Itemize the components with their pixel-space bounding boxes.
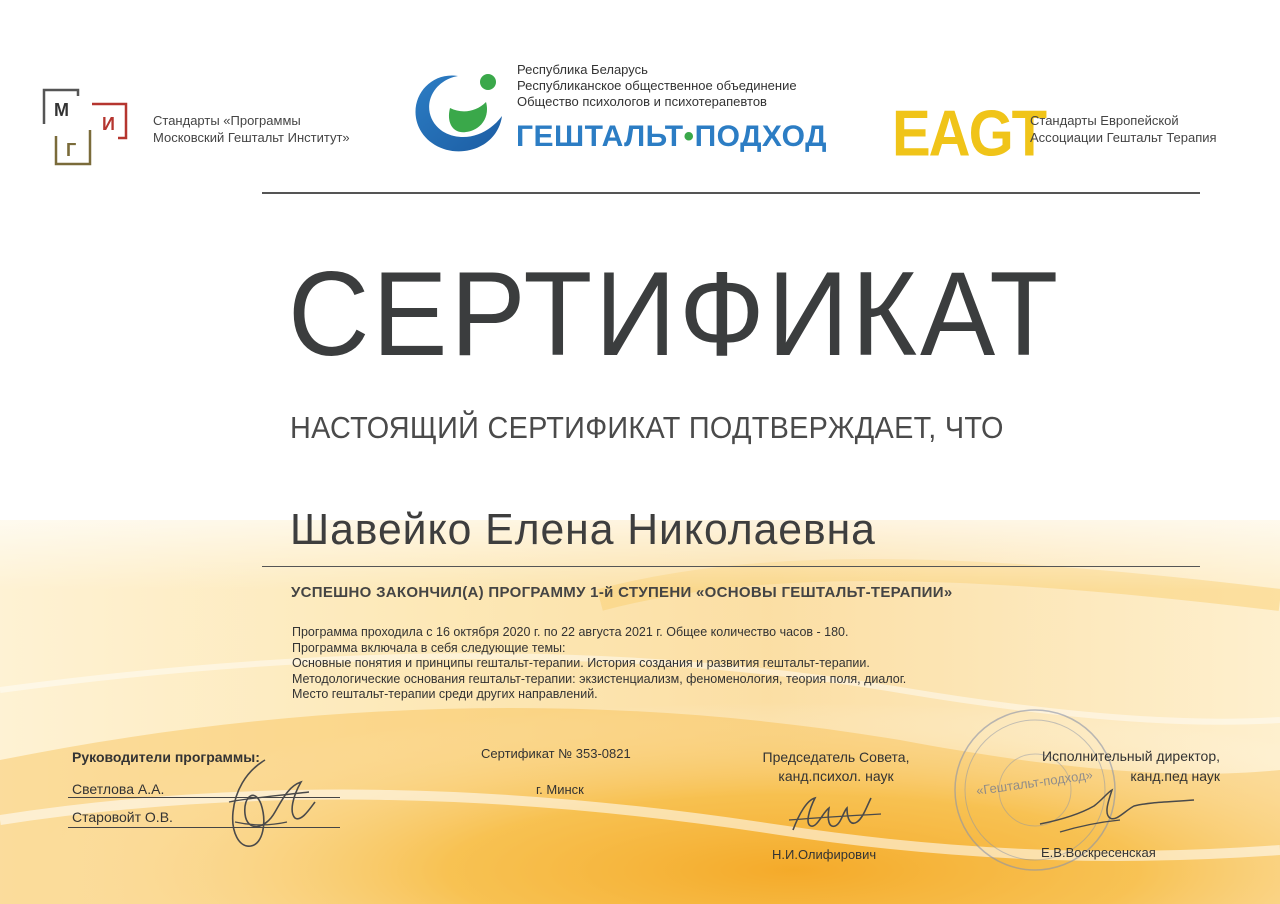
gp-word-dot: • [683, 120, 695, 153]
leader-name: Старовойт О.В. [72, 809, 173, 825]
recipient-name: Шавейко Елена Николаевна [290, 505, 876, 554]
leader-name: Светлова А.А. [72, 781, 165, 797]
program-line: Программа включала в себя следующие темы: [292, 640, 566, 655]
certificate-subtitle: НАСТОЯЩИЙ СЕРТИФИКАТ ПОДТВЕРЖДАЕТ, ЧТО [290, 410, 1004, 445]
eagt-logo: EAGT [892, 97, 1046, 170]
mgi-standards-text [153, 112, 350, 146]
eagt-standards-text [1030, 112, 1217, 146]
program-line: Программа проходила с 16 октября 2020 г. по 22 августа 2021 г. Общее количество часов - 180. [292, 625, 849, 639]
gp-word-left: ГЕШТАЛЬТ [516, 120, 684, 153]
mgi-logo [42, 84, 132, 170]
gp-org-line: Общество психологов и психотерапевтов [517, 94, 767, 109]
completion-statement: УСПЕШНО ЗАКОНЧИЛ(А) ПРОГРАММУ 1-й СТУПЕНИ «ОСНОВЫ ГЕШТАЛЬТ-ТЕРАПИИ» [291, 584, 953, 601]
stamp-center-text: «Гештальт-подход» [975, 766, 1094, 799]
program-line: Основные понятия и принципы гештальт-терапии. История создания и развития гештальт-терапии. [292, 656, 870, 670]
executive-director-name: Е.В.Воскресенская [1041, 845, 1156, 860]
gp-org-line: Республиканское общественное объединение [517, 78, 797, 93]
program-description [292, 625, 906, 703]
chair-signature [785, 790, 885, 840]
certificate-city: г. Минск [536, 782, 584, 797]
gestalt-approach-wordmark [516, 120, 827, 154]
program-line: Методологические основания гештальт-терапии: экзистенциализм, феноменология, теория поля, диалог. [292, 671, 907, 686]
program-leaders-label: Руководители программы: [72, 749, 260, 765]
gestalt-approach-logo [410, 68, 510, 158]
gp-word-right: ПОДХОД [694, 120, 827, 153]
gp-org-line: Республика Беларусь [517, 62, 648, 77]
director-title-line: канд.пед наук [1130, 768, 1220, 784]
eagt-text-line: Стандарты Европейской [1030, 113, 1179, 128]
mgi-letter-i: И [102, 114, 115, 134]
program-line: Место гештальт-терапии среди других направлений. [292, 687, 598, 701]
leaders-signature [205, 752, 325, 862]
director-title-line: Исполнительный директор, [1042, 748, 1220, 764]
certificate-number: Сертификат № 353-0821 [481, 746, 631, 761]
eagt-text-line: Ассоциации Гештальт Терапия [1030, 130, 1217, 145]
chair-title-line: канд.психол. наук [778, 768, 894, 784]
certificate-title: СЕРТИФИКАТ [288, 247, 1061, 381]
mgi-text-line: Стандарты «Программы [153, 113, 301, 128]
council-chair-name: Н.И.Олифирович [772, 847, 877, 862]
name-divider [262, 566, 1200, 567]
mgi-text-line: Московский Гештальт Институт» [153, 130, 350, 145]
director-signature [1030, 780, 1200, 840]
council-chair-title [752, 748, 920, 786]
gestalt-approach-org-text [517, 62, 797, 110]
header-divider [262, 192, 1200, 194]
mgi-letter-g: Г [66, 140, 77, 160]
mgi-letter-m: М [54, 100, 69, 120]
chair-title-line: Председатель Совета, [762, 749, 910, 765]
